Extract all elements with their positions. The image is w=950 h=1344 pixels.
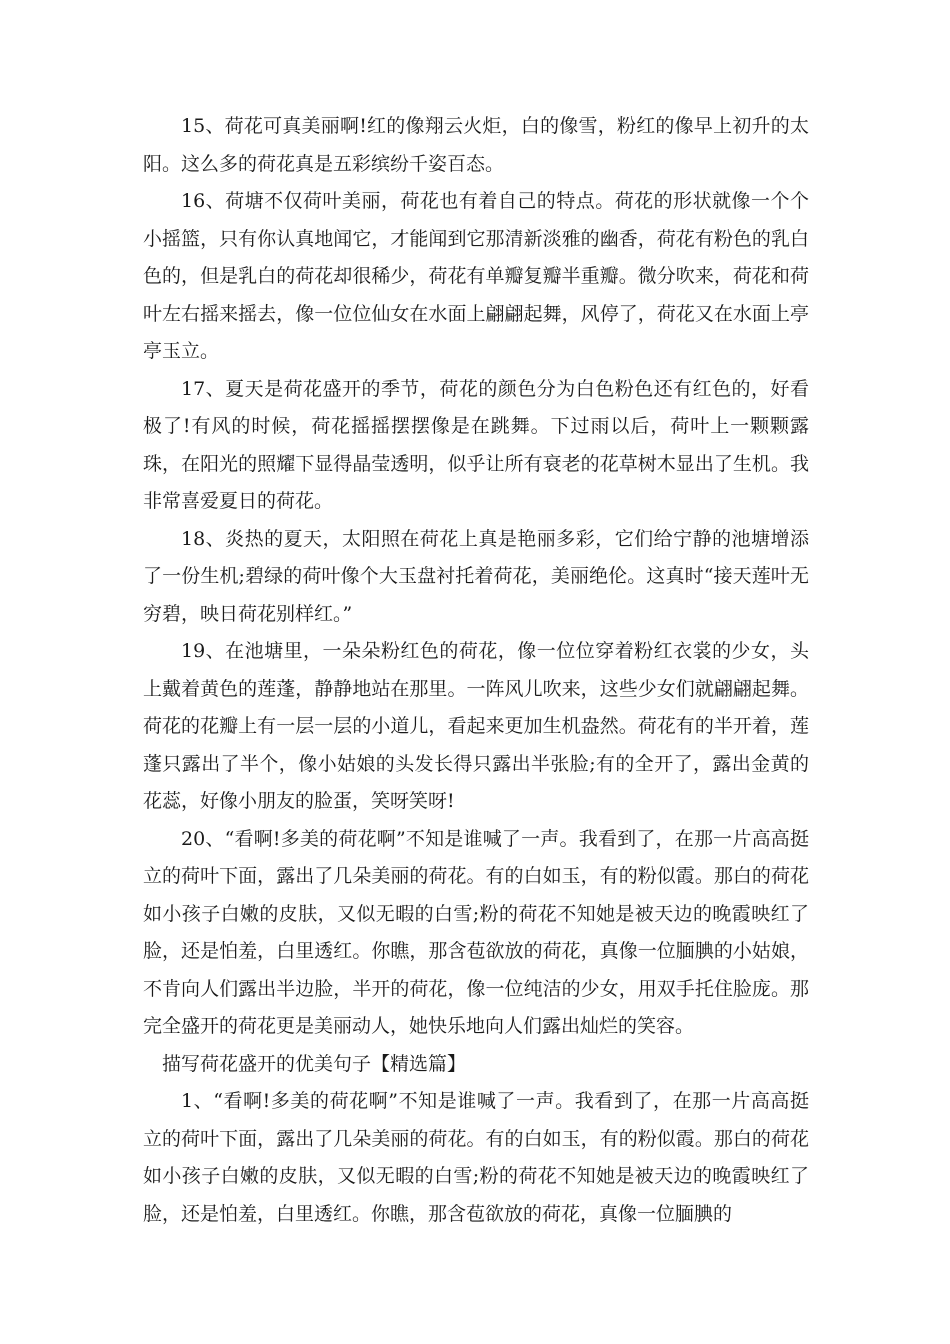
section-paragraph-1: 1、“看啊!多美的荷花啊”不知是谁喊了一声。我看到了，在那一片高高挺立的荷叶下面，露出了几朵美丽的荷花。有的白如玉，有的粉似霞。那白的荷花如小孩子白嫩的皮肤，又似无暇的白雪;粉的荷花不知她是被天边的晚霞映红了脸，还是怕羞，白里透红。你瞧，那含苞欲放的荷花，真像一位腼腆的 (143, 1090, 809, 1225)
paragraph-16: 16、荷塘不仅荷叶美丽，荷花也有着自己的特点。荷花的形状就像一个个小摇篮，只有你认真地闻它，才能闻到它那清新淡雅的幽香，荷花有粉色的乳白色的，但是乳白的荷花却很稀少，荷花有单瓣复瓣半重瓣。微分吹来，荷花和荷叶左右摇来摇去，像一位位仙女在水面上翩翩起舞，风停了，荷花又在水面上亭亭玉立。 (143, 190, 809, 362)
document-page (143, 108, 809, 1233)
paragraph-18: 18、炎热的夏天，太阳照在荷花上真是艳丽多彩，它们给宁静的池塘增添了一份生机;碧绿的荷叶像个大玉盘衬托着荷花，美丽绝伦。这真时“接天莲叶无穷碧，映日荷花别样红。” (143, 527, 809, 625)
paragraph-15: 15、荷花可真美丽啊!红的像翔云火炬，白的像雪，粉红的像早上初升的太阳。这么多的荷花真是五彩缤纷千姿百态。 (143, 115, 809, 175)
paragraph-20: 20、“看啊!多美的荷花啊”不知是谁喊了一声。我看到了，在那一片高高挺立的荷叶下面，露出了几朵美丽的荷花。有的白如玉，有的粉似霞。那白的荷花如小孩子白嫩的皮肤，又似无暇的白雪;粉的荷花不知她是被天边的晚霞映红了脸，还是怕羞，白里透红。你瞧，那含苞欲放的荷花，真像一位腼腆的小姑娘，不肯向人们露出半边脸，半开的荷花，像一位纯洁的少女，用双手托住脸庞。那完全盛开的荷花更是美丽动人，她快乐地向人们露出灿烂的笑容。 (143, 827, 809, 1037)
paragraph-19: 19、在池塘里，一朵朵粉红色的荷花，像一位位穿着粉红衣裳的少女，头上戴着黄色的莲蓬，静静地站在那里。一阵风儿吹来，这些少女们就翩翩起舞。荷花的花瓣上有一层一层的小道儿，看起来更加生机盎然。荷花有的半开着，莲蓬只露出了半个，像小姑娘的头发长得只露出半张脸;有的全开了，露出金黄的花蕊，好像小朋友的脸蛋，笑呀笑呀! (143, 640, 809, 812)
section-heading: 描写荷花盛开的优美句子【精选篇】 (162, 1052, 467, 1075)
paragraph-17: 17、夏天是荷花盛开的季节，荷花的颜色分为白色粉色还有红色的，好看极了!有风的时候，荷花摇摇摆摆像是在跳舞。下过雨以后，荷叶上一颗颗露珠，在阳光的照耀下显得晶莹透明，似乎让所有衰老的花草树木显出了生机。我非常喜爱夏日的荷花。 (143, 377, 809, 512)
